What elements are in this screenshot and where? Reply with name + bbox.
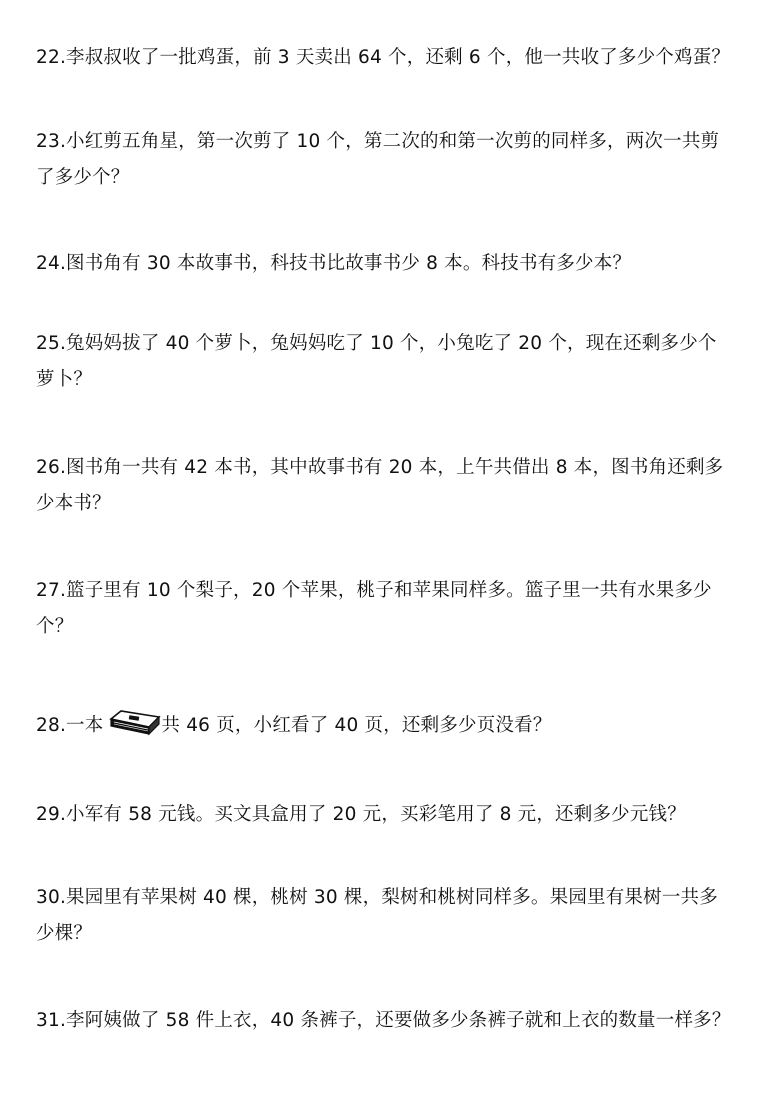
problem-23 (36, 124, 748, 196)
problem-24 (36, 246, 748, 282)
problem-23-text-line-2: 了多少个？ (36, 167, 130, 188)
problem-31-text: 31.李阿姨做了 58 件上衣，40 条裤子，还要做多少条裤子就和上衣的数量一样多？ (36, 1010, 731, 1031)
problem-28-text (36, 708, 748, 744)
problem-25 (36, 326, 748, 398)
book-icon (109, 709, 161, 739)
problem-31 (36, 1003, 748, 1039)
problem-30 (36, 880, 748, 952)
problem-25-text-line-2: 萝卜？ (36, 369, 93, 390)
problem-26-text-line-2: 少本书？ (36, 493, 111, 514)
problem-28 (36, 708, 748, 744)
problem-24-text: 24.图书角有 30 本故事书，科技书比故事书少 8 本。科技书有多少本？ (36, 253, 632, 274)
problem-28-text-before: 28.一本 (36, 715, 104, 736)
problem-29 (36, 797, 748, 833)
problem-25-text-line-1: 25.兔妈妈拔了 40 个萝卜，兔妈妈吃了 10 个，小兔吃了 20 个，现在还剩多少个 (36, 333, 717, 354)
problem-26-text-line-1: 26.图书角一共有 42 本书，其中故事书有 20 本，上午共借出 8 本，图书角还剩多 (36, 457, 724, 478)
problem-26 (36, 450, 748, 522)
problem-29-text: 29.小军有 58 元钱。买文具盒用了 20 元，买彩笔用了 8 元，还剩多少元钱？ (36, 804, 686, 825)
problem-30-text-line-1: 30.果园里有苹果树 40 棵，桃树 30 棵，梨树和桃树同样多。果园里有果树一共多 (36, 887, 718, 908)
problem-23-text-line-1: 23.小红剪五角星，第一次剪了 10 个，第二次的和第一次剪的同样多，两次一共剪 (36, 131, 720, 152)
problem-22 (36, 40, 748, 76)
problem-27 (36, 573, 748, 645)
problem-27-text-line-1: 27.篮子里有 10 个梨子，20 个苹果，桃子和苹果同样多。篮子里一共有水果多少 (36, 580, 712, 601)
problem-22-text: 22.李叔叔收了一批鸡蛋，前 3 天卖出 64 个，还剩 6 个，他一共收了多少个鸡蛋？ (36, 47, 731, 68)
problem-30-text-line-2: 少棵？ (36, 923, 93, 944)
problem-28-text-after: 共 46 页，小红看了 40 页，还剩多少页没看？ (161, 715, 552, 736)
problem-27-text-line-2: 个？ (36, 616, 74, 637)
